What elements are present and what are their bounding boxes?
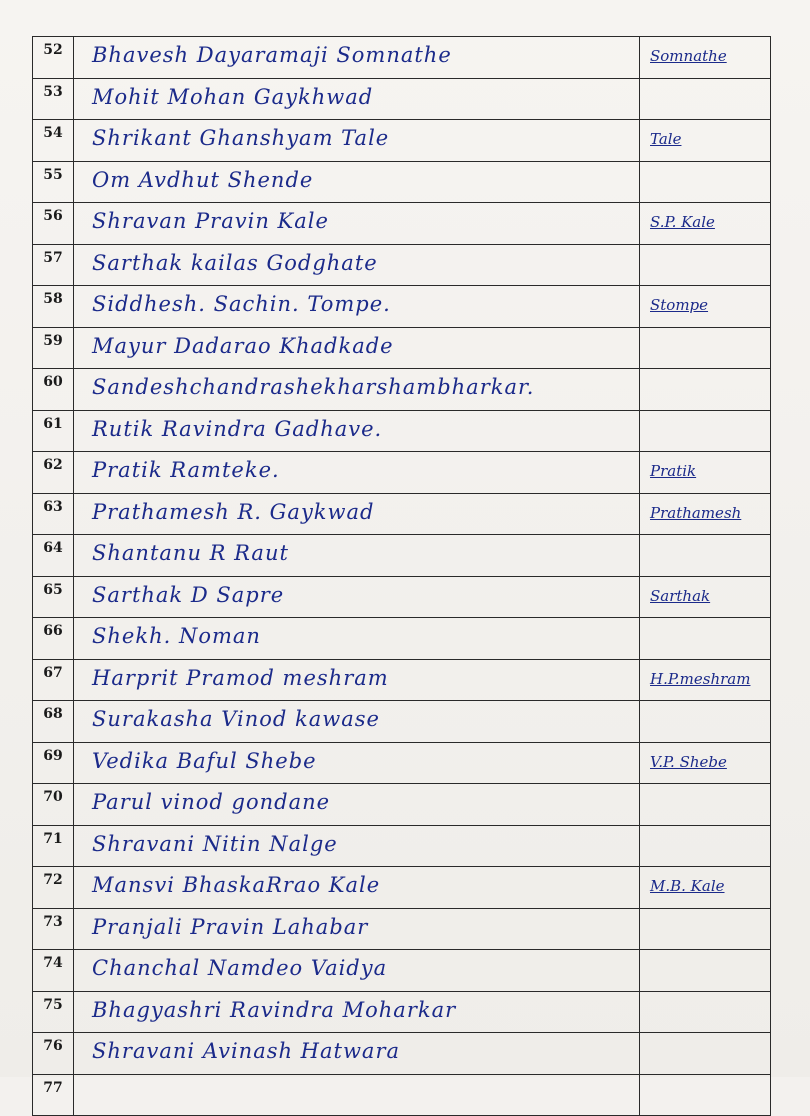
table-row: [33, 784, 771, 826]
signature-cell: [640, 244, 771, 286]
signature-cell: [640, 327, 771, 369]
signature: H.P.meshram: [650, 669, 751, 688]
signature-cell: [640, 742, 771, 784]
signature-cell: [640, 1074, 771, 1116]
signature: M.B. Kale: [650, 877, 725, 895]
student-name: Siddhesh. Sachin. Tompe.: [92, 292, 391, 316]
signature: [640, 787, 650, 797]
table-row: [33, 244, 771, 286]
student-name-cell: [74, 452, 640, 494]
serial-number: 70: [33, 784, 74, 826]
table-row: [33, 452, 771, 494]
table-row: [33, 867, 771, 909]
signature: [640, 704, 650, 714]
signature: [640, 953, 650, 963]
table-row: [33, 576, 771, 618]
signature: Sarthak: [650, 586, 711, 605]
student-name: Shantanu R Raut: [92, 541, 289, 565]
student-name: Harprit Pramod meshram: [92, 665, 389, 690]
student-name-cell: [74, 78, 640, 120]
signature: V.P. Shebe: [650, 752, 727, 771]
signature: Somnathe: [650, 47, 727, 65]
signature-cell: [640, 950, 771, 992]
student-name: Shrikant Ghanshyam Tale: [92, 126, 390, 150]
table-row: [33, 161, 771, 203]
serial-number: 53: [33, 78, 74, 120]
serial-number: 52: [33, 37, 74, 79]
serial-number: 68: [33, 701, 74, 743]
student-name-cell: [74, 327, 640, 369]
signature-cell: [640, 78, 771, 120]
serial-number: 72: [33, 867, 74, 909]
serial-number: 54: [33, 120, 74, 162]
serial-number: 59: [33, 327, 74, 369]
student-name: Shravani Avinash Hatwara: [92, 1039, 401, 1063]
signature: Tale: [650, 130, 682, 148]
serial-number: 56: [33, 203, 74, 245]
student-name: Sandeshchandrashekharshambharkar.: [92, 375, 535, 399]
attendance-table-body: [33, 37, 771, 1116]
signature: [640, 995, 650, 1005]
student-name-cell: [74, 576, 640, 618]
student-name-cell: [74, 1033, 640, 1075]
table-row: [33, 1033, 771, 1075]
signature: [640, 829, 650, 839]
student-name-cell: [74, 203, 640, 245]
signature: S.P. Kale: [650, 213, 715, 231]
student-name-cell: [74, 618, 640, 660]
table-row: [33, 701, 771, 743]
serial-number: 63: [33, 493, 74, 535]
signature-cell: [640, 659, 771, 701]
signature-cell: [640, 410, 771, 452]
student-name-cell: [74, 991, 640, 1033]
table-row: [33, 825, 771, 867]
student-name: Vedika Baful Shebe: [92, 748, 317, 773]
serial-number: 64: [33, 535, 74, 577]
signature-cell: [640, 535, 771, 577]
table-row: [33, 78, 771, 120]
student-name-cell: [74, 784, 640, 826]
table-row: [33, 535, 771, 577]
student-name: Mayur Dadarao Khadkade: [92, 333, 394, 358]
student-name: Parul vinod gondane: [92, 790, 331, 814]
student-name: Shekh. Noman: [92, 624, 261, 648]
signature-cell: [640, 161, 771, 203]
student-name: Bhagyashri Ravindra Moharkar: [92, 997, 457, 1022]
student-name: Om Avdhut Shende: [92, 167, 314, 192]
serial-number: 76: [33, 1033, 74, 1075]
student-name-cell: [74, 410, 640, 452]
serial-number: 71: [33, 825, 74, 867]
signature-cell: [640, 369, 771, 411]
signature-cell: [640, 908, 771, 950]
table-row: [33, 659, 771, 701]
student-name-cell: [74, 244, 640, 286]
student-name: Chanchal Namdeo Vaidya: [92, 956, 388, 980]
signature: Prathamesh: [650, 503, 742, 522]
student-name-cell: [74, 908, 640, 950]
student-name: Prathamesh R. Gaykwad: [92, 499, 375, 524]
signature: [640, 165, 650, 175]
student-name-cell: [74, 286, 640, 328]
serial-number: 65: [33, 576, 74, 618]
serial-number: 77: [33, 1074, 74, 1116]
signature-cell: [640, 867, 771, 909]
serial-number: 62: [33, 452, 74, 494]
signature: [640, 414, 650, 424]
serial-number: 67: [33, 659, 74, 701]
student-name-cell: [74, 659, 640, 701]
student-name-cell: [74, 37, 640, 79]
student-name-cell: [74, 535, 640, 577]
student-name-cell: [74, 369, 640, 411]
student-name-cell: [74, 825, 640, 867]
table-row: [33, 203, 771, 245]
signature-cell: [640, 37, 771, 79]
student-name-cell: [74, 161, 640, 203]
serial-number: 69: [33, 742, 74, 784]
serial-number: 57: [33, 244, 74, 286]
table-row: [33, 618, 771, 660]
student-name-cell: [74, 867, 640, 909]
student-name: Rutik Ravindra Gadhave.: [92, 416, 383, 441]
signature-cell: [640, 618, 771, 660]
signature: [640, 372, 650, 382]
signature-cell: [640, 286, 771, 328]
serial-number: 60: [33, 369, 74, 411]
signature-cell: [640, 825, 771, 867]
student-name: Pratik Ramteke.: [92, 458, 280, 482]
signature-cell: [640, 701, 771, 743]
signature: Stompe: [650, 296, 709, 314]
student-name: Pranjali Pravin Lahabar: [92, 914, 369, 939]
signature-cell: [640, 991, 771, 1033]
student-name: Mansvi BhaskaRrao Kale: [92, 873, 381, 897]
signature: [640, 248, 650, 258]
table-row: [33, 410, 771, 452]
signature-cell: [640, 452, 771, 494]
student-name: Bhavesh Dayaramaji Somnathe: [92, 43, 452, 67]
student-name: [74, 1082, 92, 1088]
student-name: Sarthak D Sapre: [92, 582, 285, 607]
student-name: Shravani Nitin Nalge: [92, 831, 338, 856]
table-row: [33, 37, 771, 79]
serial-number: 61: [33, 410, 74, 452]
signature: [640, 538, 650, 548]
table-row: [33, 286, 771, 328]
table-row: [33, 991, 771, 1033]
signature: [640, 1078, 650, 1088]
signature-cell: [640, 1033, 771, 1075]
signature: [640, 331, 650, 341]
signature-cell: [640, 576, 771, 618]
student-name-cell: [74, 1074, 640, 1116]
table-row: [33, 493, 771, 535]
signature: Pratik: [650, 462, 697, 480]
student-name-cell: [74, 120, 640, 162]
signature-cell: [640, 120, 771, 162]
serial-number: 74: [33, 950, 74, 992]
serial-number: 73: [33, 908, 74, 950]
table-row: [33, 120, 771, 162]
table-row: [33, 327, 771, 369]
student-name: Surakasha Vinod kawase: [92, 707, 380, 731]
student-name: Shravan Pravin Kale: [92, 209, 329, 233]
attendance-table: [32, 36, 771, 1116]
signature: [640, 621, 650, 631]
table-row: [33, 950, 771, 992]
student-name: Mohit Mohan Gaykhwad: [92, 84, 374, 109]
table-row: [33, 1074, 771, 1116]
student-name-cell: [74, 701, 640, 743]
student-name: Sarthak kailas Godghate: [92, 250, 378, 275]
student-name-cell: [74, 950, 640, 992]
signature: [640, 82, 650, 92]
table-row: [33, 908, 771, 950]
serial-number: 75: [33, 991, 74, 1033]
signature-cell: [640, 493, 771, 535]
signature: [640, 1036, 650, 1046]
table-row: [33, 742, 771, 784]
serial-number: 58: [33, 286, 74, 328]
serial-number: 66: [33, 618, 74, 660]
signature: [640, 912, 650, 922]
signature-cell: [640, 203, 771, 245]
student-name-cell: [74, 493, 640, 535]
signature-cell: [640, 784, 771, 826]
table-row: [33, 369, 771, 411]
serial-number: 55: [33, 161, 74, 203]
student-name-cell: [74, 742, 640, 784]
